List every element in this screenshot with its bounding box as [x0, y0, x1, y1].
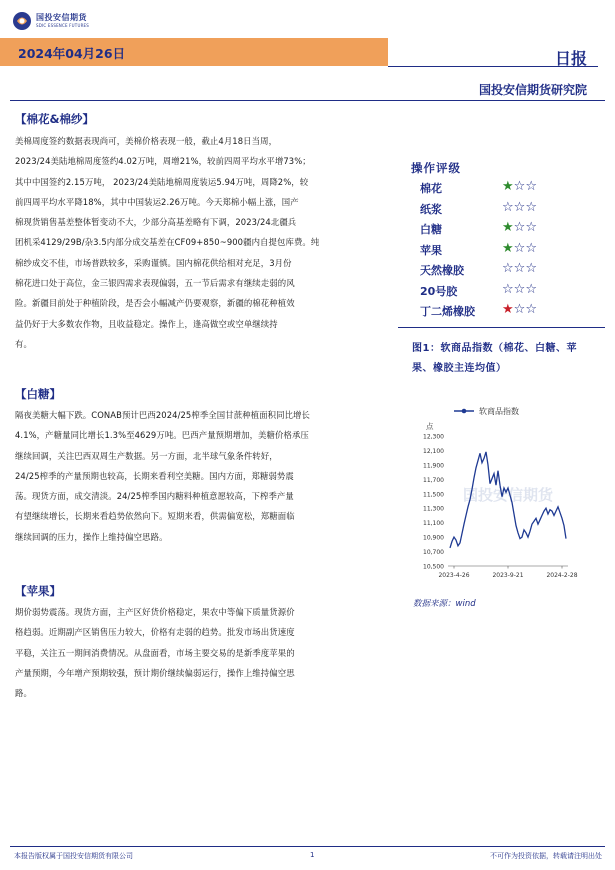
rating-stars: [502, 302, 537, 317]
empty-star-icon: ☆: [513, 302, 526, 317]
x-tick-label: 2023-4-26: [438, 572, 470, 579]
y-tick-label: 12,300: [423, 433, 444, 441]
x-tick-label: 2024-2-28: [546, 572, 578, 579]
text-line: 其中中国签约2.15万吨， 2023/24美陆地棉周度装运5.94万吨，周降2%，较: [15, 176, 309, 187]
text-line: 益仍好于大多数农作物，且收益稳定。操作上，逢高做空或空单继续持: [15, 318, 278, 329]
soft-commodity-index-chart: [408, 398, 598, 588]
header-divider: [388, 66, 598, 67]
text-line: 前四周平均水平降18%，其中中国装运2.26万吨。今天郑棉小幅上涨，国产: [15, 196, 299, 207]
rating-stars: [502, 200, 537, 215]
rating-stars: [502, 282, 537, 297]
empty-star-icon: ☆: [525, 281, 537, 297]
filled-star-icon: ★: [502, 240, 514, 256]
filled-star-icon: ★: [502, 179, 514, 194]
rating-stars: [502, 261, 537, 276]
empty-star-icon: ☆: [525, 240, 537, 256]
figure-title: 图1：软商品指数（棉花、白糖、苹果、橡胶主连均值）: [412, 343, 577, 374]
text-line: 棉现货销售基差整体暂变动不大，少部分高基差略有下调，2023/24北疆兵: [15, 217, 297, 228]
y-tick-label: 10,500: [423, 563, 444, 571]
y-tick-label: 11,500: [423, 491, 444, 499]
section-body-apple: [15, 602, 380, 703]
footer-divider: [10, 846, 605, 847]
rating-divider: [398, 327, 605, 328]
section-title-apple: 【苹果】: [15, 584, 61, 598]
text-line: 4.1%，产糖量同比增长1.3%至4629万吨。巴西产量预期增加，美糖价格承压: [15, 430, 309, 441]
text-line: 期价弱势震荡。现货方面，主产区好货价格稳定，果农中等偏下质量货源价: [15, 607, 295, 617]
empty-star-icon: ☆: [525, 261, 537, 276]
legend-marker: [462, 409, 467, 414]
text-line: 24/25榨季的产量预期也较高，长期来看利空美糖。国内方面，郑糖弱势震: [15, 470, 294, 481]
rating-name: 白糖: [420, 223, 442, 236]
text-line: 棉花进口处于高位，金三银四需求表现偏弱，五一节后需求有继续走弱的风: [15, 278, 295, 289]
section-body-sugar: [15, 405, 380, 547]
text-line: 2023/24美陆地棉周度签约4.02万吨，周增21%，较前四周平均水平增73%；: [15, 156, 311, 167]
empty-star-icon: ☆: [513, 179, 526, 194]
watermark-text: 国投安信期货: [462, 486, 554, 504]
page-number: 1: [310, 851, 315, 859]
company-logo-subtext: SDIC ESSENCE FUTURES: [36, 23, 90, 28]
rating-name: 纸浆: [420, 202, 442, 216]
empty-star-icon: ☆: [525, 179, 537, 194]
text-line: 产量预期，今年增产预期较强，预计期价继续偏弱运行，操作上维持偏空思: [15, 667, 295, 678]
x-tick-label: 2023-9-21: [492, 572, 524, 579]
text-line: 险。新疆目前处于种植阶段，是否会小幅减产仍要观察，新疆的棉花种植效: [15, 298, 295, 309]
empty-star-icon: ☆: [502, 281, 514, 297]
company-logo-text: 国投安信期货: [36, 13, 87, 22]
empty-star-icon: ☆: [502, 261, 514, 276]
figure-source: 数据来源：wind: [413, 599, 476, 609]
report-type-label: 日报: [554, 49, 587, 68]
empty-star-icon: ☆: [513, 240, 526, 256]
text-line: 美棉周度签约数据表现尚可，美棉价格表现一般，截止4月18日当周，: [15, 136, 278, 146]
rating-name: 棉花: [420, 182, 442, 195]
rating-title: 操作评级: [411, 161, 461, 175]
empty-star-icon: ☆: [513, 261, 526, 276]
text-line: 格趋弱。近期副产区销售压力较大，价格有走弱的趋势。批发市场出货速度: [15, 627, 295, 638]
text-line: 团机采4129/29B/杂3.5内部分成交基差在CF09+850~900疆内自提包库费。纯: [15, 237, 320, 248]
y-tick-label: 10,700: [423, 549, 444, 557]
text-line: 继续回调的压力，操作上维持偏空思路。: [15, 531, 168, 542]
text-line: 有望继续增长，长期来看趋势依然向下。短期来看，供需偏宽松，郑糖面临: [15, 511, 295, 522]
section-title-sugar: 【白糖】: [15, 387, 61, 401]
rating-name: 丁二烯橡胶: [420, 305, 475, 318]
rating-name: 20号胶: [420, 284, 458, 298]
rating-stars: [502, 220, 537, 235]
y-tick-label: 10,900: [423, 534, 444, 542]
rating-name: 天然橡胶: [420, 264, 464, 277]
text-line: 棉纱成交不佳，市场普跌较多，采购谨慎。国内棉花供给相对充足，3月份: [15, 257, 292, 268]
empty-star-icon: ☆: [513, 220, 526, 235]
text-line: 隔夜美糖大幅下跌。CONAB预计巴西2024/25榨季全国甘蔗种植面积同比增长: [15, 410, 310, 420]
text-line: 路。: [15, 688, 32, 699]
rating-stars: [502, 179, 537, 194]
text-line: 平稳，关注五一期间消费情况。从盘面看，市场主要交易的是新季度苹果的: [15, 647, 295, 658]
text-line: 荡。现货方面，成交清淡。24/25榨季国内糖料种植意愿较高，下榨季产量: [15, 491, 294, 502]
text-line: 继续回调，关注巴西双周生产数据。另一方面，北半球气象条件转好，: [15, 450, 278, 461]
section-title-cotton: 【棉花&棉纱】: [15, 112, 95, 126]
section-body-cotton: [15, 131, 380, 354]
text-line: 有。: [15, 338, 32, 349]
filled-star-icon: ★: [502, 302, 514, 317]
empty-star-icon: ☆: [513, 199, 526, 215]
y-tick-label: 11,900: [423, 462, 444, 470]
legend-label: 软商品指数: [479, 407, 519, 416]
footer-disclaimer: 不可作为投资依据，转载请注明出处: [490, 852, 602, 860]
filled-star-icon: ★: [502, 220, 514, 235]
report-date: 2024年04月26日: [18, 46, 126, 61]
y-axis-unit: 点: [426, 422, 434, 431]
footer-copyright: 本报告版权属于国投安信期货有限公司: [14, 852, 133, 860]
y-tick-label: 12,100: [423, 447, 444, 455]
empty-star-icon: ☆: [525, 199, 537, 215]
research-institute-name: 国投安信期货研究院: [478, 83, 587, 97]
empty-star-icon: ☆: [525, 220, 537, 235]
empty-star-icon: ☆: [502, 199, 514, 215]
rating-stars: [502, 241, 537, 256]
header-separator: [10, 100, 605, 101]
y-tick-label: 11,100: [423, 520, 444, 528]
company-logo-icon: [12, 11, 32, 31]
empty-star-icon: ☆: [513, 281, 526, 297]
y-tick-label: 11,700: [423, 476, 444, 484]
y-tick-label: 11,300: [423, 505, 444, 513]
rating-name: 苹果: [420, 243, 442, 257]
empty-star-icon: ☆: [525, 302, 537, 317]
